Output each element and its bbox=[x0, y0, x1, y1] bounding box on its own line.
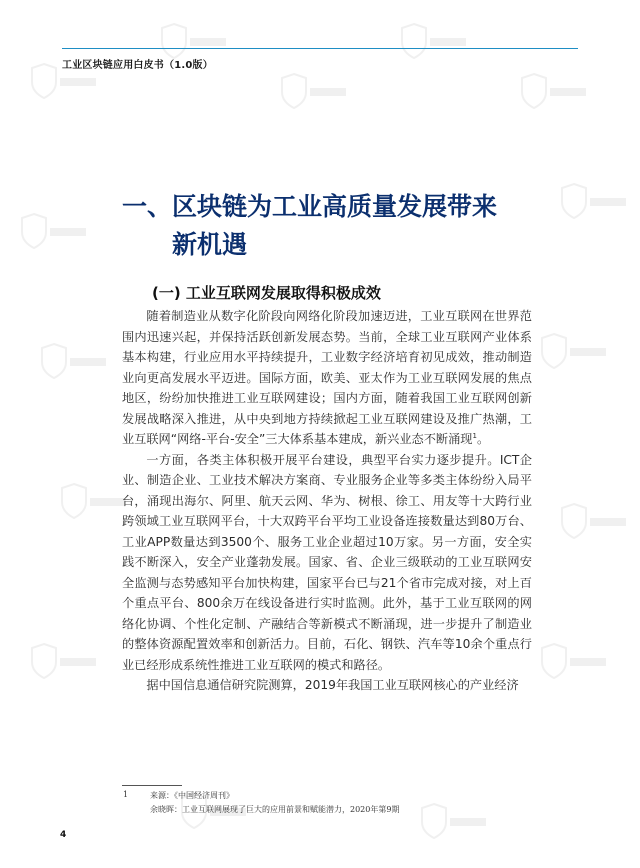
watermark-shield-icon bbox=[540, 640, 608, 692]
paragraph-1-text: 随着制造业从数字化阶段向网络化阶段加速迈进，工业互联网在世界范围内迅速兴起，并保持活跃创新发展态势。当前，全球工业互联网产业体系基本构建，行业应用水平持续提升，工业数字经济培育初见成效，推动制造业向更高发展水平迈进。国际方面，欧美、亚太作为工业互联网发展的焦点地区，纷纷加快推进工业互联网建设；国内方面，随着我国工业互联网创新发展战略深入推进，从中央到地方持续掀起工业互联网建设及推广热潮，工业互联网“网络-平台-安全”三大体系基本建成，新兴业态不断涌现 bbox=[122, 309, 532, 446]
chapter-title-line2: 新机遇 bbox=[172, 230, 248, 259]
watermark-shield-icon bbox=[520, 70, 588, 122]
section-title: (一) 工业互联网发展取得积极成效 bbox=[152, 284, 381, 302]
footnote-line-2: 余晓晖：工业互联网展现了巨大的应用前景和赋能潜力，2020年第9期 bbox=[150, 805, 400, 814]
paragraph-3: 据中国信息通信研究院测算，2019年我国工业互联网核心的产业经济 bbox=[146, 678, 519, 692]
body-text bbox=[122, 306, 532, 696]
footnote-number: 1 bbox=[123, 790, 129, 799]
chapter-title bbox=[122, 188, 562, 264]
watermark-shield-icon bbox=[40, 340, 108, 392]
footnote-ref[interactable]: 1 bbox=[472, 431, 477, 440]
watermark-shield-icon bbox=[280, 70, 348, 122]
footnote-line-1: 来源：《中国经济周刊》 bbox=[150, 791, 234, 800]
watermark-shield-icon bbox=[560, 180, 628, 232]
watermark-shield-icon bbox=[20, 210, 88, 262]
paragraph-2: 一方面，各类主体积极开展平台建设，典型平台实力逐步提升。ICT企业、制造企业、工业技术解决方案商、专业服务企业等多类主体纷纷入局平台，涌现出海尔、阿里、航天云网、华为、树根、徐工、用友等十大跨行业跨领域工业互联网平台，十大双跨平台平均工业设备连接数量达到80万台、工业APP数量达到3500个、服务工业企业超过10万家。另一方面，安全实践不断深入，安全产业蓬勃发展。国家、省、企业三级联动的工业互联网安全监测与态势感知平台加快构建，国家平台已与21个省市完成对接，对上百个重点平台、800余万在线设备进行实时监测。此外，基于工业互联网的网络化协调、个性化定制、产融结合等新模式不断涌现，进一步提升了制造业的整体资源配置效率和创新活力。目前，石化、钢铁、汽车等10余个重点行业已经形成系统性推进工业互联网的模式和路径。 bbox=[122, 452, 532, 672]
watermark-shield-icon bbox=[30, 640, 98, 692]
running-header: 工业区块链应用白皮书（1.0版） bbox=[62, 60, 213, 71]
footnote-rule bbox=[122, 785, 182, 786]
chapter-title-line1: 一、区块链为工业高质量发展带来 bbox=[122, 192, 498, 221]
watermark-shield-icon bbox=[400, 20, 468, 72]
watermark-shield-icon bbox=[60, 480, 128, 532]
page-number: 4 bbox=[60, 830, 67, 840]
header-rule bbox=[62, 48, 578, 49]
paragraph-1-end: 。 bbox=[476, 432, 490, 446]
watermark-shield-icon bbox=[540, 330, 608, 382]
footnote bbox=[150, 789, 540, 817]
watermark-shield-icon bbox=[560, 500, 628, 552]
paragraph-1 bbox=[122, 306, 532, 450]
